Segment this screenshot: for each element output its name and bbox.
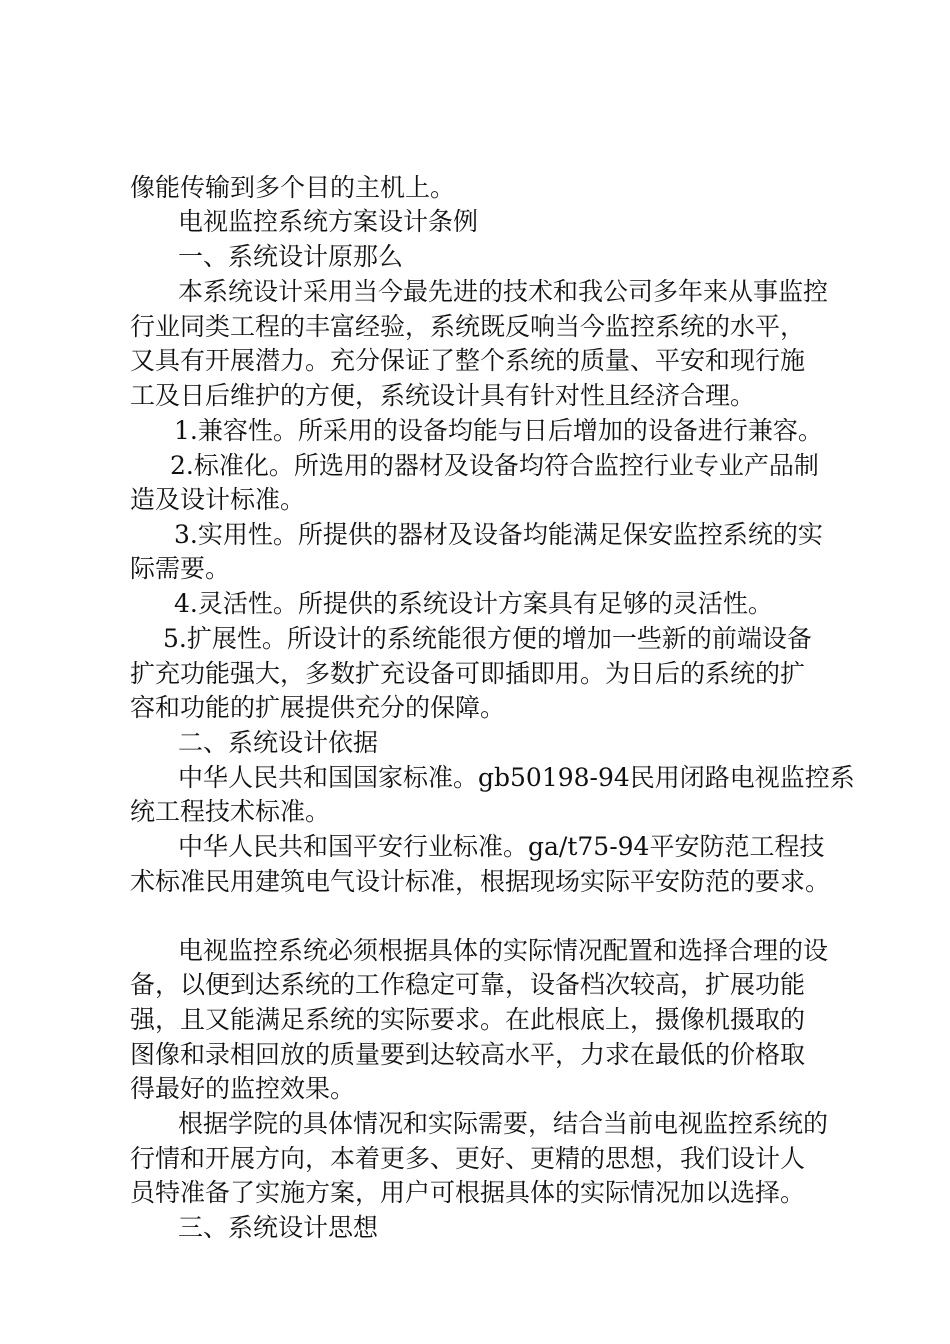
list-item: 4.灵活性。所提供的系统设计方案具有足够的灵活性。 bbox=[174, 589, 773, 618]
heading-line: 电视监控系统方案设计条例 bbox=[178, 207, 479, 236]
text-line: 又具有开展潜力。充分保证了整个系统的质量、平安和现行施 bbox=[130, 346, 806, 375]
text-line: 强，且又能满足系统的实际要求。在此根底上，摄像机摄取的 bbox=[130, 1005, 806, 1034]
text-line: 中华人民共和国平安行业标准。ga/t75-94平安防范工程技 bbox=[178, 832, 825, 861]
section-heading: 三、系统设计思想 bbox=[178, 1213, 379, 1242]
text-line: 容和功能的扩展提供充分的保障。 bbox=[130, 693, 506, 722]
text-line: 术标准民用建筑电气设计标准，根据现场实际平安防范的要求。 bbox=[130, 867, 831, 896]
text-line: 行情和开展方向，本着更多、更好、更精的思想，我们设计人 bbox=[130, 1144, 806, 1173]
text-line: 图像和录相回放的质量要到达较高水平，力求在最低的价格取 bbox=[130, 1040, 806, 1069]
text-line: 像能传输到多个目的主机上。 bbox=[130, 173, 456, 202]
list-item: 1.兼容性。所采用的设备均能与日后增加的设备进行兼容。 bbox=[174, 416, 823, 445]
text-line: 根据学院的具体情况和实际需要，结合当前电视监控系统的 bbox=[178, 1109, 829, 1138]
text-line: 本系统设计采用当今最先进的技术和我公司多年来从事监控 bbox=[178, 277, 829, 306]
text-line: 电视监控系统必须根据具体的实际情况配置和选择合理的设 bbox=[178, 936, 829, 965]
text-line: 工及日后维护的方便，系统设计具有针对性且经济合理。 bbox=[130, 381, 756, 410]
list-item: 3.实用性。所提供的器材及设备均能满足保安监控系统的实 bbox=[174, 520, 823, 549]
section-heading: 一、系统设计原那么 bbox=[178, 242, 404, 271]
text-line: 得最好的监控效果。 bbox=[130, 1074, 356, 1103]
text-line: 中华人民共和国国家标准。gb50198-94民用闭路电视监控系 bbox=[178, 763, 855, 792]
text-line: 行业同类工程的丰富经验，系统既反响当今监控系统的水平， bbox=[130, 312, 806, 341]
list-item: 5.扩展性。所设计的系统能很方便的增加一些新的前端设备 bbox=[163, 624, 812, 653]
text-line: 造及设计标准。 bbox=[130, 485, 306, 514]
text-line: 统工程技术标准。 bbox=[130, 797, 331, 826]
text-line: 员特准备了实施方案，用户可根据具体的实际情况加以选择。 bbox=[130, 1178, 806, 1207]
text-line: 际需要。 bbox=[130, 554, 231, 583]
text-line: 扩充功能强大，多数扩充设备可即插即用。为日后的系统的扩 bbox=[130, 659, 806, 688]
section-heading: 二、系统设计依据 bbox=[178, 728, 379, 757]
list-item: 2.标准化。所选用的器材及设备均符合监控行业专业产品制 bbox=[170, 451, 819, 480]
text-line: 备，以便到达系统的工作稳定可靠，设备档次较高，扩展功能 bbox=[130, 970, 806, 999]
